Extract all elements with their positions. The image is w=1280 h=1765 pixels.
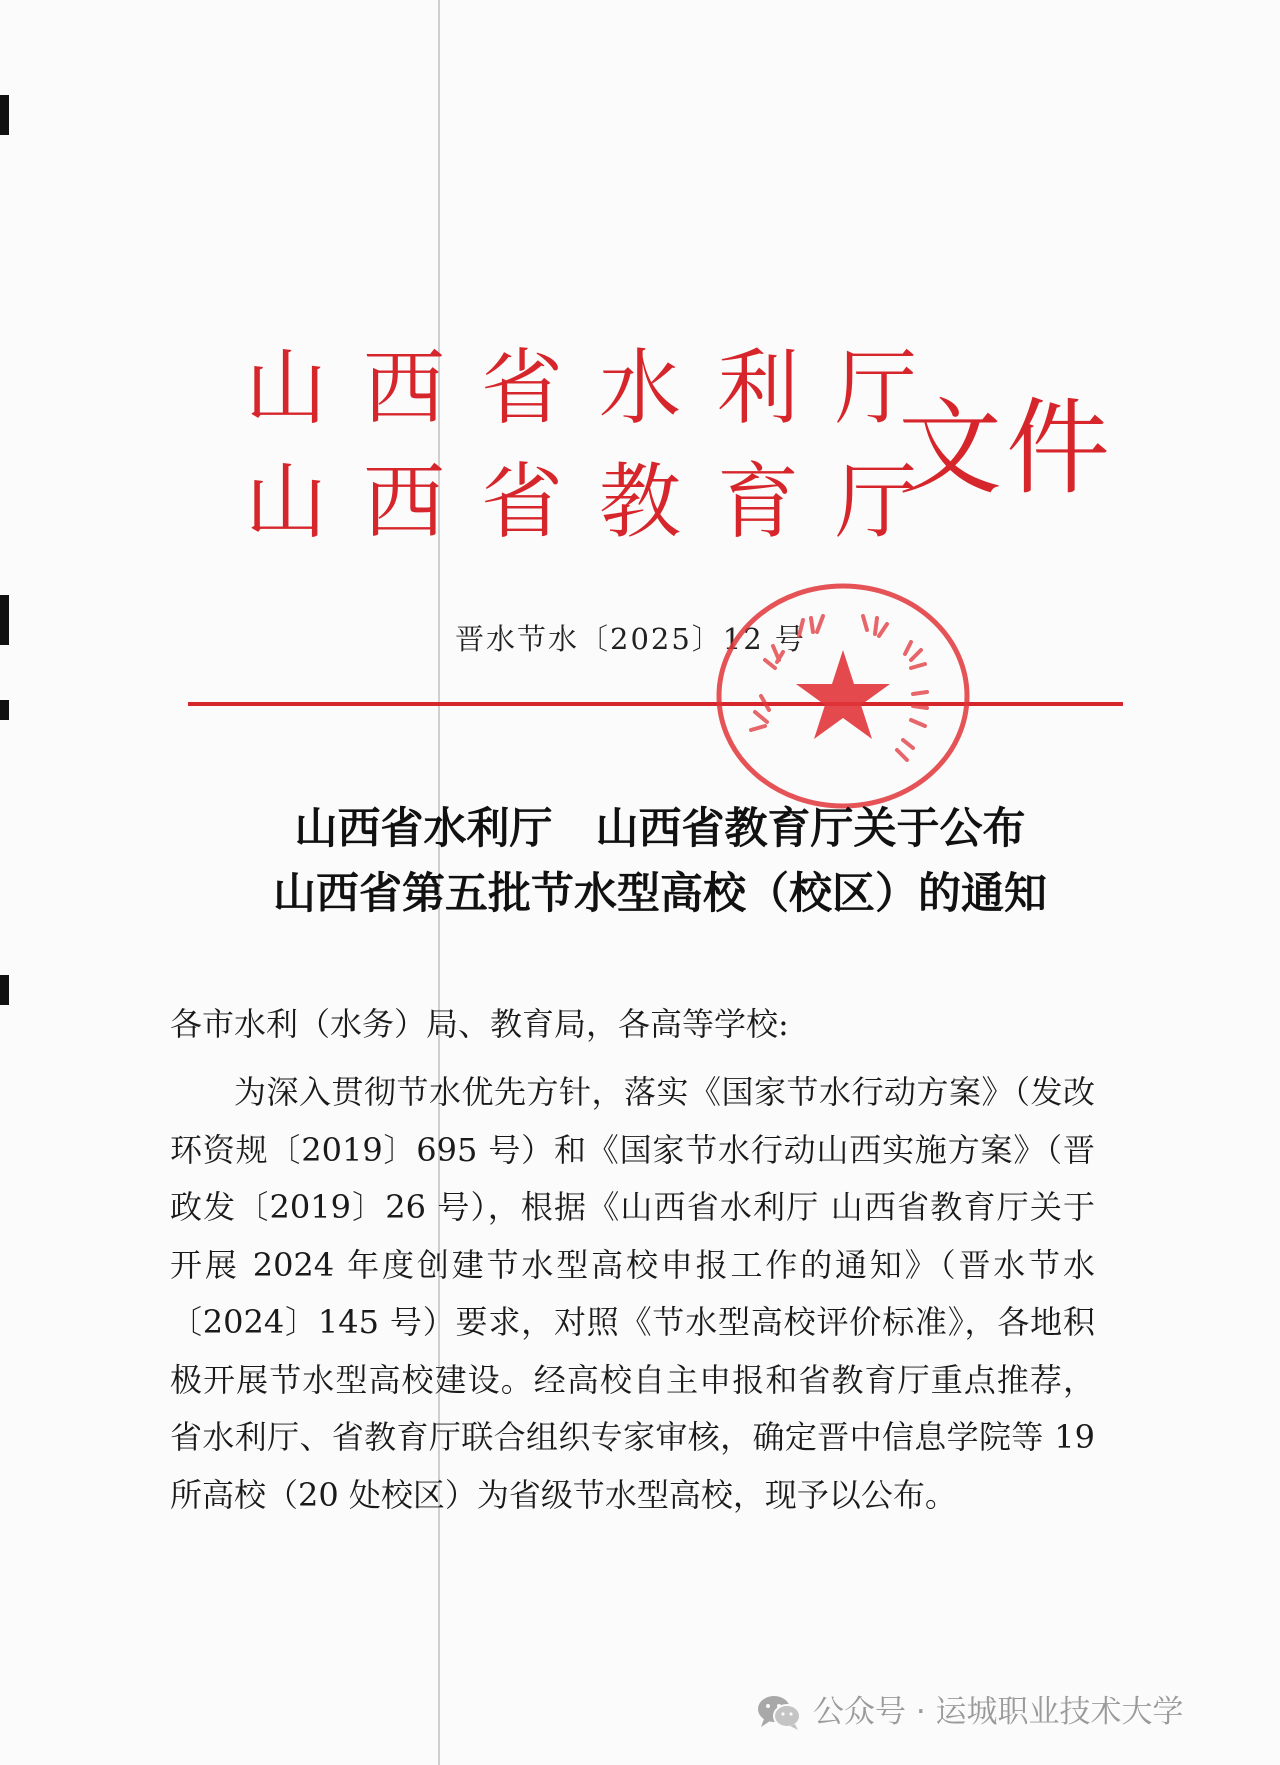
document-heading-word: 文件 [898, 387, 1115, 509]
watermark-text: 公众号 · 运城职业技术大学 [813, 1694, 1184, 1730]
salutation: 各市水利（水务）局、教育局，各高等学校: [170, 1005, 789, 1043]
scan-edge-mark [0, 95, 9, 135]
scan-edge-mark [0, 975, 9, 1005]
issuer-line-education: 山西省教育厅 [245, 455, 954, 550]
issuer-line-water-resources: 山西省水利厅 [245, 341, 954, 436]
notice-title-line-2: 山西省第五批节水型高校（校区）的通知 [273, 869, 1047, 919]
body-paragraph: 为深入贯彻节水优先方针，落实《国家节水行动方案》（发改环资规〔2019〕695 号）和《国家节水行动山西实施方案》（晋政发〔2019〕26 号），根据《山西省水利厅 山西省教育厅关于开展 2024 年度创建节水型高校申报工作的通知》（晋水节水〔2024〕145 号）要求，对照《节水型高校评价标准》，各地积极开展节水型高校建设。经高校自主申报和省教育厅重点推荐，省水利厅、省教育厅联合组织专家审核，确定晋中信息学院等 19 所高校（20 处校区）为省级节水型高校，现予以公布。 [170, 1073, 1095, 1514]
scan-edge-mark [0, 700, 9, 720]
red-separator-line [188, 702, 1123, 706]
platform-watermark [755, 1692, 1184, 1732]
official-seal-stamp [713, 580, 973, 812]
scan-edge-mark [0, 595, 9, 645]
notice-title-line-1: 山西省水利厅 山西省教育厅关于公布 [294, 804, 1026, 854]
wechat-icon [755, 1692, 803, 1732]
document-number: 晋水节水〔2025〕12 号 [455, 622, 806, 656]
